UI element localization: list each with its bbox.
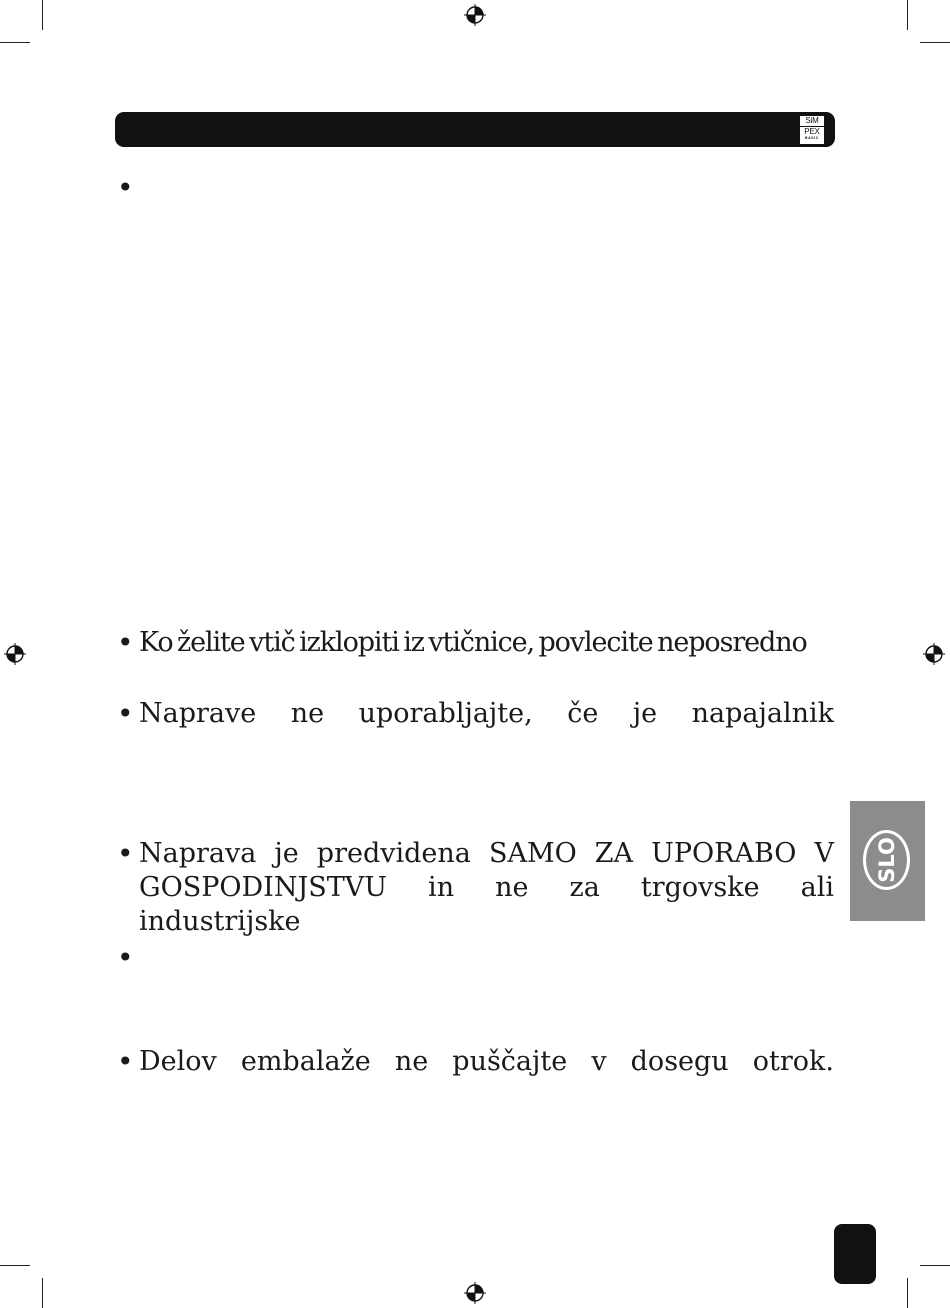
registration-mark-icon xyxy=(464,1282,486,1304)
bullet-dot: • xyxy=(117,697,134,730)
crop-mark xyxy=(907,1278,908,1308)
bullet-dot: • xyxy=(117,171,134,204)
crop-mark xyxy=(920,42,950,43)
crop-mark xyxy=(0,42,30,43)
crop-mark xyxy=(920,1265,950,1266)
bullet-text-line: GOSPODINJSTVU in ne za trgovske ali industrijske xyxy=(139,872,834,937)
crop-mark xyxy=(42,0,43,30)
bullet-dot: • xyxy=(117,941,134,974)
bullet-text-line: Naprava je predvidena SAMO ZA UPORABO V xyxy=(139,838,834,869)
logo-line-1: SiM xyxy=(805,116,819,125)
crop-mark xyxy=(907,0,908,30)
header-bar xyxy=(115,112,835,147)
bullet-dot: • xyxy=(117,626,134,659)
bullet-text: Naprave ne uporabljajte, če je napajalnik xyxy=(139,698,834,729)
bullet-text: Ko želite vtič izklopiti iz vtičnice, povlecite neposredno xyxy=(139,627,807,658)
language-label: SLO xyxy=(874,837,899,883)
logo-line-2: PEX xyxy=(800,126,824,136)
page-number-tab xyxy=(834,1224,876,1284)
registration-mark-icon xyxy=(464,4,486,26)
simpex-basic-logo xyxy=(799,115,825,145)
bullet-text xyxy=(139,837,834,939)
language-badge xyxy=(863,830,910,890)
bullet-dot: • xyxy=(117,837,134,870)
registration-mark-icon xyxy=(923,643,945,665)
registration-mark-icon xyxy=(4,643,26,665)
crop-mark xyxy=(0,1265,30,1266)
bullet-dot: • xyxy=(117,1045,134,1078)
crop-mark xyxy=(42,1278,43,1308)
logo-line-3: BASIC xyxy=(805,136,819,140)
language-tab xyxy=(850,801,925,921)
bullet-text: Delov embalaže ne puščajte v dosegu otrok. xyxy=(139,1046,834,1077)
